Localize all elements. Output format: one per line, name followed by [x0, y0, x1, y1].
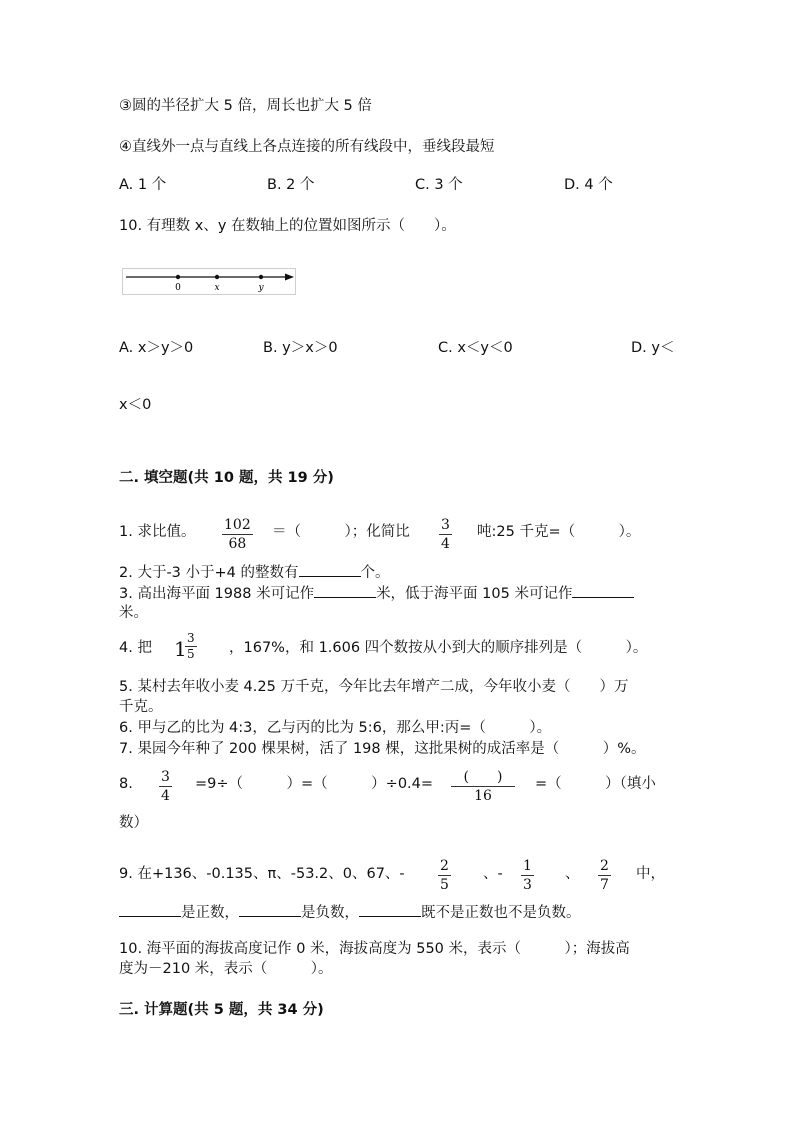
answer-blank[interactable]: [119, 902, 181, 917]
fill-q2: [119, 562, 390, 583]
fill-q9-text-6: 是负数，: [301, 905, 359, 921]
fill-q1-text-2: ＝（ ）；化简比: [272, 524, 410, 540]
fraction-numerator: ( ): [463, 769, 503, 785]
fraction-denominator: 4: [441, 536, 450, 552]
q10-option-b: B. y＞x＞0: [263, 340, 338, 356]
fraction-3-4: [159, 769, 172, 804]
fraction-blank-16: [451, 769, 515, 804]
fill-q9-text-1: 9. 在+136、-0.135、π、-53.2、0、67、-: [119, 866, 405, 882]
q9-option-a: A. 1 个: [119, 177, 167, 193]
fill-q9-text-4: 中，: [636, 866, 665, 882]
fill-q5-text-1: 5. 某村去年收小麦 4.25 万千克，今年比去年增产二成，今年收小麦（ ）万: [119, 679, 629, 695]
fraction-2-5: [438, 858, 451, 893]
number-line-label-y: y: [258, 283, 264, 293]
question-10-choice: 10. 有理数 x、y 在数轴上的位置如图所示（ ）。: [119, 218, 456, 234]
fraction-numerator: 2: [600, 858, 609, 874]
fill-q5-text-2: 千克。: [119, 699, 163, 715]
fraction-numerator: 1: [523, 858, 532, 874]
number-line-label-x: x: [214, 283, 220, 293]
q9-option-b: B. 2 个: [267, 177, 315, 193]
fill-q3-text-2: 米，低于海平面 105 米可记作: [376, 586, 573, 602]
fraction-3-4: [439, 517, 452, 552]
fill-q9-text-3: 、: [565, 866, 580, 882]
fraction-numerator: 2: [440, 858, 449, 874]
fill-q8-number: 8.: [119, 776, 133, 792]
fraction-1-3: [521, 858, 534, 893]
answer-blank[interactable]: [359, 902, 421, 917]
fill-q1-text-1: 1. 求比值。: [119, 524, 196, 540]
fill-q10-text-1: 10. 海平面的海拔高度记作 0 米，海拔高度为 550 米，表示（ ）；海拔高: [119, 941, 630, 957]
fraction-numerator: 3: [187, 631, 195, 645]
number-line-label-0: 0: [175, 283, 181, 293]
fill-q3-text-1: 3. 高出海平面 1988 米可记作: [119, 586, 315, 602]
mixed-number-whole: 1: [174, 637, 187, 661]
fill-q8-text-1: =9÷（ ）=（ ）÷0.4=: [195, 776, 434, 792]
q10-option-d-cont: x＜0: [119, 397, 152, 413]
fill-q10-text-2: 度为－210 米，表示（ ）。: [119, 961, 333, 977]
answer-blank[interactable]: [239, 902, 301, 917]
fraction-denominator: 68: [228, 536, 247, 552]
fraction-102-68: [222, 517, 253, 552]
q9-option-d: D. 4 个: [564, 177, 613, 193]
fill-q7: 7. 果园今年种了 200 棵果树，活了 198 棵，这批果树的成活率是（ ）%。: [119, 741, 646, 757]
section-3-heading: 三. 计算题(共 5 题，共 34 分): [119, 1002, 324, 1018]
fraction-denominator: 5: [187, 647, 195, 661]
q9-option-c: C. 3 个: [415, 177, 463, 193]
answer-blank[interactable]: [314, 583, 376, 598]
fill-q6: 6. 甲与乙的比为 4:3，乙与丙的比为 5:6，那么甲:丙=（ ）。: [119, 720, 552, 736]
fill-q8-text-2: =（ ）（填小: [535, 776, 656, 792]
fill-q9-text-7: 既不是正数也不是负数。: [421, 905, 581, 921]
fill-q8-text-3: 数）: [119, 815, 148, 831]
fraction-numerator: 102: [224, 517, 251, 533]
q10-option-d: D. y＜: [631, 340, 675, 356]
fraction-denominator: 16: [474, 788, 492, 804]
mixed-number-fraction: [185, 632, 197, 661]
q10-option-a: A. x＞y＞0: [119, 340, 194, 356]
fill-q2-text-2: 个。: [360, 565, 390, 581]
fraction-2-7: [598, 858, 611, 893]
fraction-denominator: 7: [600, 877, 609, 893]
fraction-denominator: 5: [440, 877, 449, 893]
statement-3: ③圆的半径扩大 5 倍，周长也扩大 5 倍: [119, 98, 372, 114]
fill-q4-text-2: ，167%，和 1.606 四个数按从小到大的顺序排列是（ ）。: [229, 640, 648, 656]
number-line-figure: [122, 268, 298, 296]
fraction-numerator: 3: [441, 517, 450, 533]
fill-q4-text-1: 4. 把: [119, 640, 152, 656]
fill-q9-text-5: 是正数，: [181, 905, 239, 921]
fill-q9-line-2: [119, 902, 581, 923]
fill-q1-text-3: 吨:25 千克=（ ）。: [477, 524, 641, 540]
fraction-denominator: 4: [161, 788, 170, 804]
fill-q3: [119, 583, 634, 604]
fill-q9-text-2: 、-: [483, 866, 503, 882]
statement-4: ④直线外一点与直线上各点连接的所有线段中，垂线段最短: [119, 139, 495, 155]
answer-blank[interactable]: [299, 562, 361, 577]
answer-blank[interactable]: [572, 583, 634, 598]
section-2-heading: 二. 填空题(共 10 题，共 19 分): [119, 470, 334, 486]
fill-q2-text-1: 2. 大于-3 小于+4 的整数有: [119, 565, 299, 581]
fraction-numerator: 3: [161, 769, 170, 785]
q10-option-c: C. x＜y＜0: [438, 340, 513, 356]
fraction-denominator: 3: [523, 877, 532, 893]
fill-q3-text-3: 米。: [119, 605, 148, 621]
